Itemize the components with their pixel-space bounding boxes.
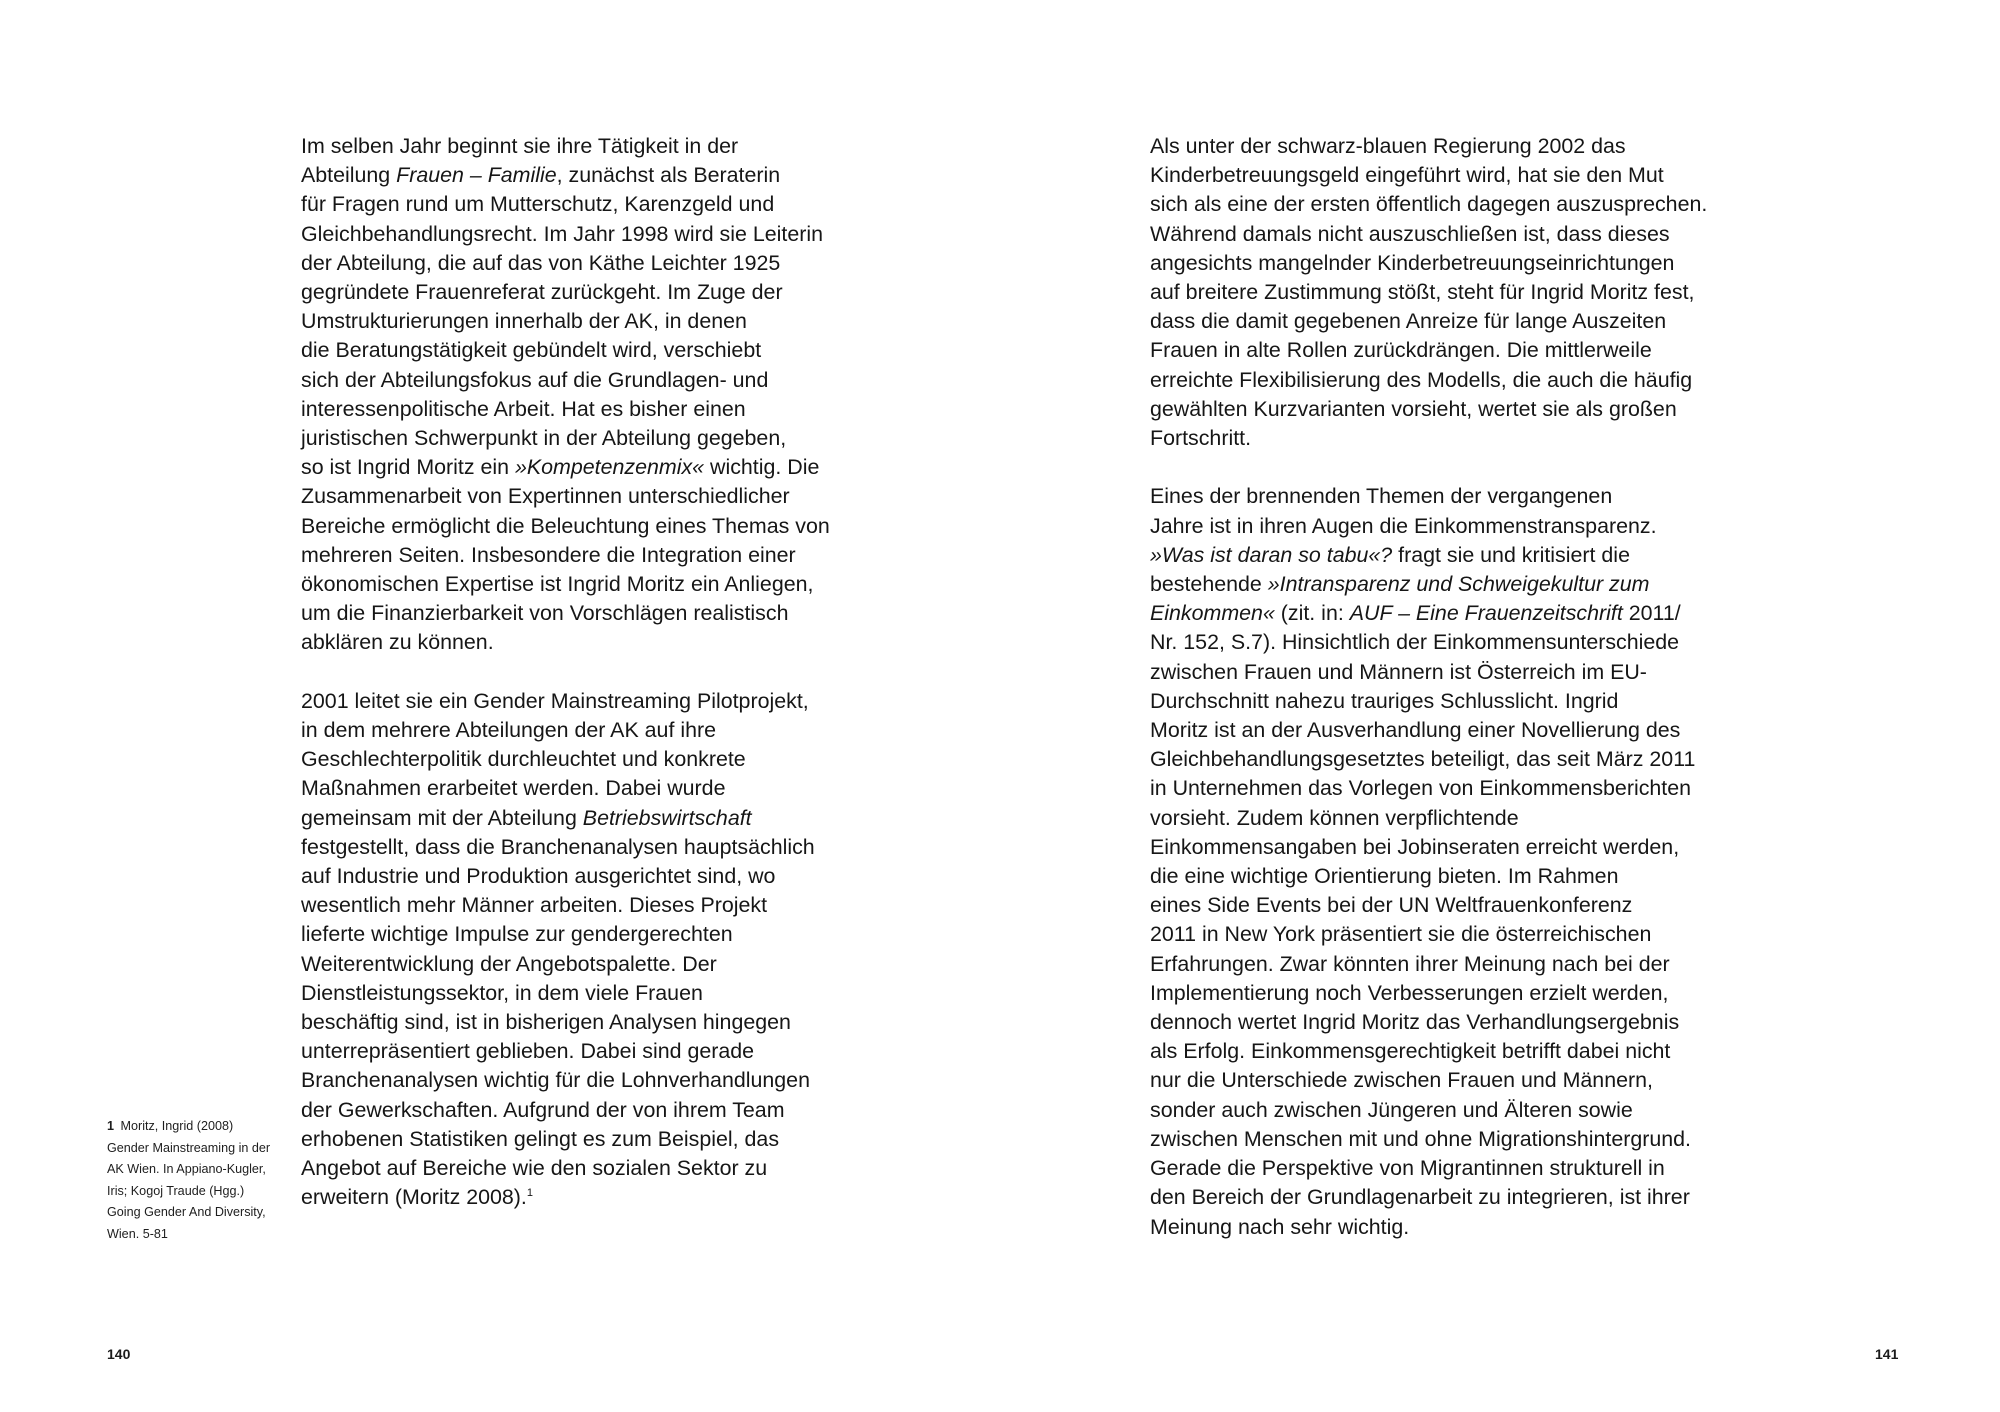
text-line: Bereiche ermöglicht die Beleuchtung eines Themas von	[301, 513, 830, 538]
text-line: Kinderbetreuungsgeld eingeführt wird, hat sie den Mut	[1150, 163, 1664, 188]
text-line: beschäftig sind, ist in bisherigen Analysen hingegen	[301, 1010, 791, 1035]
right-paragraph-1	[1150, 132, 1750, 453]
text-line: Frauen in alte Rollen zurückdrängen. Die mittlerweile	[1150, 338, 1652, 363]
right-paragraph-2	[1150, 482, 1750, 1241]
footnote-line: Wien. 5-81	[107, 1226, 168, 1241]
text-line: Abteilung Frauen – Familie, zunächst als Beraterin	[301, 163, 781, 188]
text-line: Während damals nicht auszuschließen ist, dass dieses	[1150, 221, 1670, 246]
text-line: zwischen Menschen mit und ohne Migrationshintergrund.	[1150, 1126, 1692, 1151]
text-line: Branchenanalysen wichtig für die Lohnverhandlungen	[301, 1068, 810, 1093]
text-line: Gerade die Perspektive von Migrantinnen strukturell in	[1150, 1156, 1665, 1181]
text-line: Implementierung noch Verbesserungen erzielt werden,	[1150, 980, 1669, 1005]
text-line: Maßnahmen erarbeitet werden. Dabei wurde	[301, 776, 726, 801]
left-paragraph-2	[301, 687, 901, 1213]
text-line: »Was ist daran so tabu«? fragt sie und kritisiert die	[1150, 542, 1630, 567]
footnote-reference: 1	[526, 1187, 533, 1200]
text-line: Weiterentwicklung der Angebotspalette. Der	[301, 951, 717, 976]
text-line: für Fragen rund um Mutterschutz, Karenzgeld und	[301, 192, 775, 217]
text-line: Meinung nach sehr wichtig.	[1150, 1214, 1410, 1239]
text-line: sich als eine der ersten öffentlich dagegen auszusprechen.	[1150, 192, 1708, 217]
emphasis: Betriebswirtschaft	[582, 805, 752, 830]
text-line: sonder auch zwischen Jüngeren und Älteren sowie	[1150, 1097, 1633, 1122]
text-line: Gleichbehandlungsgesetztes beteiligt, das seit März 2011	[1150, 747, 1696, 772]
text-line: interessenpolitische Arbeit. Hat es bisher einen	[301, 396, 746, 421]
text-line: Fortschritt.	[1150, 426, 1252, 451]
text-line: erreichte Flexibilisierung des Modells, die auch die häufig	[1150, 367, 1693, 392]
text-line: unterrepräsentiert geblieben. Dabei sind gerade	[301, 1039, 755, 1064]
text-line: juristischen Schwerpunkt in der Abteilung gegeben,	[301, 426, 787, 451]
text-line: vorsieht. Zudem können verpflichtende	[1150, 805, 1519, 830]
text-line: 2001 leitet sie ein Gender Mainstreaming Pilotprojekt,	[301, 688, 809, 713]
text-line: lieferte wichtige Impulse zur gendergerechten	[301, 922, 733, 947]
text-line: bestehende »Intransparenz und Schweigekultur zum	[1150, 572, 1650, 597]
text-line: gemeinsam mit der Abteilung Betriebswirtschaft	[301, 805, 752, 830]
text-line: Umstrukturierungen innerhalb der AK, in denen	[301, 309, 747, 334]
emphasis: Frauen – Familie	[396, 163, 557, 188]
text-line: zwischen Frauen und Männern ist Österreich im EU-	[1150, 659, 1647, 684]
footnote-line: Iris; Kogoj Traude (Hgg.)	[107, 1183, 245, 1198]
text-line: Zusammenarbeit von Expertinnen unterschiedlicher	[301, 484, 790, 509]
right-page-text-column	[1150, 132, 1750, 1242]
text-line: erhobenen Statistiken gelingt es zum Beispiel, das	[301, 1126, 780, 1151]
emphasis: AUF – Eine Frauenzeitschrift	[1349, 601, 1623, 626]
text-line: festgestellt, dass die Branchenanalysen hauptsächlich	[301, 834, 815, 859]
text-line: die Beratungstätigkeit gebündelt wird, verschiebt	[301, 338, 762, 363]
text-line: erweitern (Moritz 2008).$^1$	[301, 1185, 533, 1210]
text-line: Moritz ist an der Ausverhandlung einer Novellierung des	[1150, 718, 1681, 743]
text-line: so ist Ingrid Moritz ein »Kompetenzenmix« wichtig. Die	[301, 455, 820, 480]
text-line: als Erfolg. Einkommensgerechtigkeit betrifft dabei nicht	[1150, 1039, 1671, 1064]
text-line: Geschlechterpolitik durchleuchtet und konkrete	[301, 747, 746, 772]
text-line: die eine wichtige Orientierung bieten. Im Rahmen	[1150, 864, 1619, 889]
text-line: ökonomischen Expertise ist Ingrid Moritz ein Anliegen,	[301, 572, 814, 597]
emphasis: »Kompetenzenmix«	[514, 455, 705, 480]
text-line: Jahre ist in ihren Augen die Einkommenstransparenz.	[1150, 513, 1657, 538]
text-line: gewählten Kurzvarianten vorsieht, wertet sie als großen	[1150, 396, 1677, 421]
left-page-text-column	[301, 132, 901, 1213]
text-line: 2011 in New York präsentiert sie die österreichischen	[1150, 922, 1652, 947]
text-line: Angebot auf Bereiche wie den sozialen Sektor zu	[301, 1156, 768, 1181]
text-line: mehreren Seiten. Insbesondere die Integration einer	[301, 542, 796, 567]
text-line: Erfahrungen. Zwar könnten ihrer Meinung nach bei der	[1150, 951, 1670, 976]
text-line: der Gewerkschaften. Aufgrund der von ihrem Team	[301, 1097, 785, 1122]
left-paragraph-1	[301, 132, 901, 658]
text-line: den Bereich der Grundlagenarbeit zu integrieren, ist ihrer	[1150, 1185, 1690, 1210]
page-number-left: 140	[107, 1346, 131, 1362]
text-line: der Abteilung, die auf das von Käthe Leichter 1925	[301, 250, 781, 275]
text-line: in Unternehmen das Vorlegen von Einkommensberichten	[1150, 776, 1692, 801]
text-line: Dienstleistungssektor, in dem viele Frauen	[301, 980, 703, 1005]
text-line: Einkommen« (zit. in: AUF – Eine Frauenzeitschrift 2011/	[1150, 601, 1681, 626]
footnote-line: Moritz, Ingrid (2008)	[120, 1119, 234, 1133]
text-line: Gleichbehandlungsrecht. Im Jahr 1998 wird sie Leiterin	[301, 221, 823, 246]
text-line: Eines der brennenden Themen der vergangenen	[1150, 484, 1613, 509]
footnote-line: Going Gender And Diversity,	[107, 1205, 266, 1220]
text-line: auf breitere Zustimmung stößt, steht für Ingrid Moritz fest,	[1150, 280, 1695, 305]
text-line: in dem mehrere Abteilungen der AK auf ihre	[301, 718, 716, 743]
text-line: Durchschnitt nahezu trauriges Schlusslicht. Ingrid	[1150, 688, 1619, 713]
page-number-right: 141	[1875, 1346, 1899, 1362]
text-line: um die Finanzierbarkeit von Vorschlägen realistisch	[301, 601, 789, 626]
text-line: eines Side Events bei der UN Weltfrauenkonferenz	[1150, 893, 1633, 918]
text-line: auf Industrie und Produktion ausgerichtet sind, wo	[301, 864, 776, 889]
text-line: Im selben Jahr beginnt sie ihre Tätigkeit in der	[301, 134, 739, 158]
footnote	[107, 1116, 297, 1246]
text-line: dass die damit gegebenen Anreize für lange Auszeiten	[1150, 309, 1667, 334]
text-line: Einkommensangaben bei Jobinseraten erreicht werden,	[1150, 834, 1680, 859]
text-line: Als unter der schwarz-blauen Regierung 2002 das	[1150, 134, 1626, 158]
emphasis: »Intransparenz und Schweigekultur zum	[1267, 572, 1650, 597]
text-line: wesentlich mehr Männer arbeiten. Dieses Projekt	[301, 893, 768, 918]
footnote-line: AK Wien. In Appiano-Kugler,	[107, 1162, 266, 1177]
text-line: abklären zu können.	[301, 630, 494, 655]
text-line: gegründete Frauenreferat zurückgeht. Im Zuge der	[301, 280, 783, 305]
footnote-first-line	[107, 1116, 297, 1138]
emphasis: Einkommen«	[1150, 601, 1275, 626]
text-line: angesichts mangelnder Kinderbetreuungseinrichtungen	[1150, 250, 1675, 275]
text-line: Nr. 152, S.7). Hinsichtlich der Einkommensunterschiede	[1150, 630, 1680, 655]
emphasis: »Was ist daran so tabu«?	[1150, 542, 1393, 567]
text-line: dennoch wertet Ingrid Moritz das Verhandlungsergebnis	[1150, 1010, 1680, 1035]
footnote-number: 1	[107, 1119, 115, 1133]
text-line: nur die Unterschiede zwischen Frauen und Männern,	[1150, 1068, 1653, 1093]
footnote-line: Gender Mainstreaming in der	[107, 1140, 271, 1155]
text-line: sich der Abteilungsfokus auf die Grundlagen- und	[301, 367, 769, 392]
